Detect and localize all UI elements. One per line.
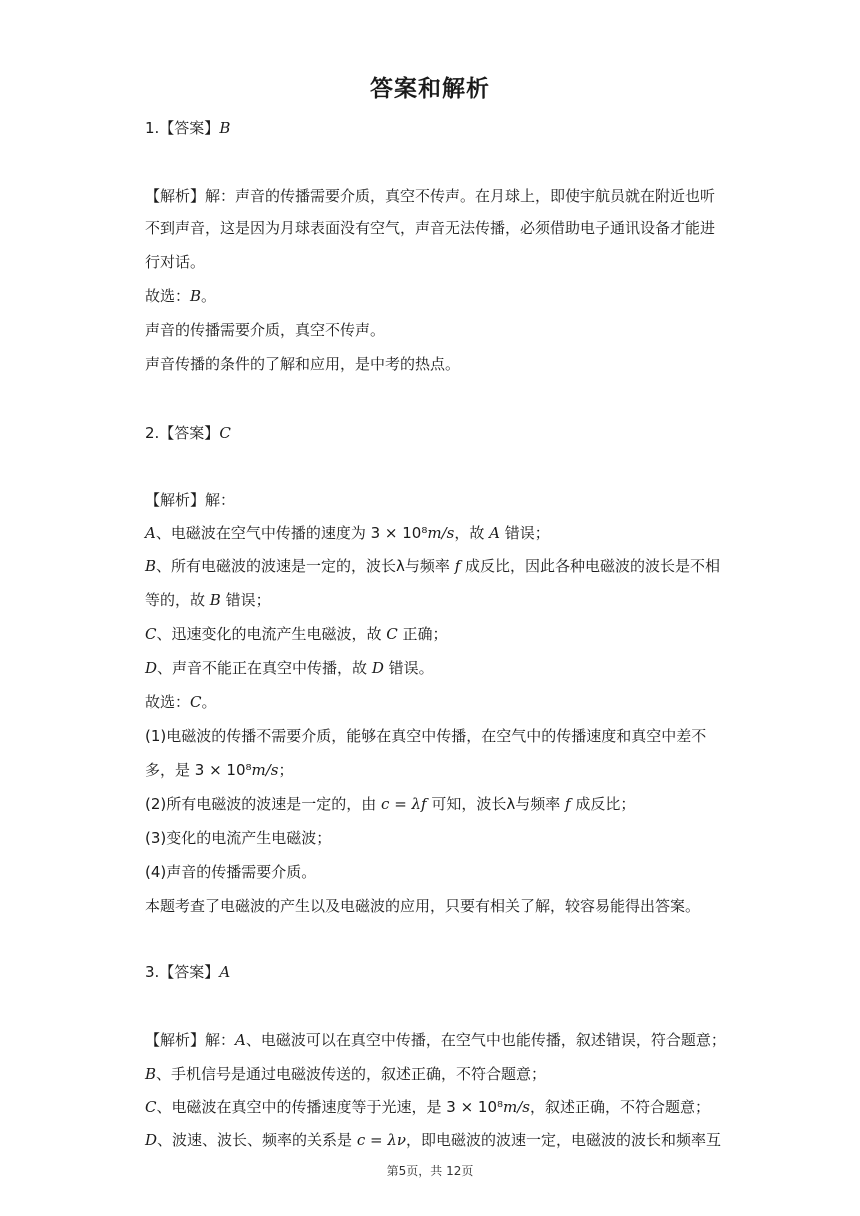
q2-option-d-letter-2: D — [371, 659, 384, 677]
q2-option-a-text-2: ，故 — [454, 524, 490, 542]
q2-option-b-line-1 — [145, 556, 720, 576]
q3-option-c-letter: C — [145, 1098, 157, 1116]
q2-option-c-text: 、迅速变化的电流产生电磁波，故 — [156, 625, 387, 643]
q2-choice-letter: C — [190, 693, 202, 711]
q3-option-d-letter: D — [145, 1131, 158, 1149]
q2-option-d — [145, 658, 720, 678]
q2-point-3: (3)变化的电流产生电磁波； — [145, 829, 332, 847]
q2-option-a-text: 、电磁波在空气中传播的速度为 3 × 10⁸ — [155, 524, 428, 542]
q2-answer-letter: C — [219, 424, 231, 442]
q1-choice-letter: B — [190, 287, 202, 305]
q3-option-a — [145, 1030, 726, 1050]
q2-point-2-text: (2)所有电磁波的波速是一定的，由 — [145, 795, 382, 813]
q2-choice-suffix: 。 — [201, 693, 217, 711]
q3-option-a-letter: A — [235, 1031, 246, 1049]
q1-key-point: 声音的传播需要介质，真空不传声。 — [145, 321, 386, 339]
q2-option-d-letter: D — [145, 659, 158, 677]
q1-analysis-line-2: 不到声音，这是因为月球表面没有空气，声音无法传播，必须借助电子通讯设备才能进 — [145, 219, 716, 237]
q2-option-b-text: 、所有电磁波的波速是一定的，波长λ与频率 — [156, 557, 455, 575]
q1-comment: 声音传播的条件的了解和应用，是中考的热点。 — [145, 355, 461, 373]
q2-answer-line — [145, 423, 720, 443]
q1-analysis-line-1: 【解析】解：声音的传播需要介质，真空不传声。在月球上，即使宇航员就在附近也听 — [145, 187, 716, 205]
q2-option-c — [145, 624, 720, 644]
q3-answer-letter: A — [219, 963, 231, 981]
q2-point-2-formula: c = λf — [381, 795, 427, 813]
q2-point-1-unit: m/s — [251, 761, 279, 779]
q2-option-b-text-2: 成反比，因此各种电磁波的波长是不相 — [460, 557, 721, 575]
q2-option-c-letter-2: C — [386, 625, 398, 643]
q3-option-c-unit: m/s — [503, 1098, 530, 1116]
q2-answer-prefix: 2.【答案】 — [145, 424, 220, 442]
q1-answer-line — [145, 118, 720, 138]
q2-option-a-unit: m/s — [427, 524, 455, 542]
q2-option-a-text-3: 错误； — [499, 524, 550, 542]
q1-choice-line — [145, 286, 720, 306]
q2-choice-prefix: 故选： — [145, 693, 191, 711]
q2-analysis-head: 【解析】解： — [145, 491, 236, 509]
q2-choice-line — [145, 692, 720, 712]
q2-point-2 — [145, 794, 720, 814]
q2-point-1-end: ； — [278, 761, 294, 779]
q3-option-b-letter: B — [145, 1065, 157, 1083]
q3-option-d-text-2: ，即电磁波的波速一定，电磁波的波长和频率互 — [405, 1131, 721, 1149]
q3-option-d-text: 、波速、波长、频率的关系是 — [157, 1131, 357, 1149]
q1-choice-prefix: 故选： — [145, 287, 191, 305]
q2-comment: 本题考查了电磁波的产生以及电磁波的应用，只要有相关了解，较容易能得出答案。 — [145, 897, 701, 915]
q3-option-c-text-2: ，叙述正确，不符合题意； — [530, 1098, 711, 1116]
q1-choice-suffix: 。 — [201, 287, 217, 305]
q2-option-a-letter-2: A — [489, 524, 500, 542]
q3-option-d — [145, 1130, 720, 1150]
q2-option-b-letter-2: B — [209, 591, 221, 609]
q3-option-b — [145, 1064, 720, 1084]
q1-analysis-line-3: 行对话。 — [145, 253, 206, 271]
q2-point-2-text-2: 可知，波长λ与频率 — [426, 795, 566, 813]
q2-option-a-letter: A — [145, 524, 156, 542]
q1-answer-prefix: 1.【答案】 — [145, 119, 220, 137]
q3-answer-line — [145, 962, 720, 982]
q3-option-c — [145, 1097, 720, 1117]
q2-option-b-f: f — [454, 557, 461, 575]
q2-point-2-f: f — [565, 795, 571, 813]
page-title: 答案和解析 — [370, 76, 490, 102]
q2-point-1-line-2 — [145, 760, 720, 780]
q2-point-1-line-1: (1)电磁波的传播不需要介质，能够在真空中传播，在空气中的传播速度和真空中差不 — [145, 727, 707, 745]
q2-option-a — [145, 523, 720, 543]
q2-option-d-text-2: 错误。 — [383, 659, 434, 677]
q2-option-d-text: 、声音不能正在真空中传播，故 — [157, 659, 372, 677]
q2-option-c-letter: C — [145, 625, 157, 643]
q3-option-a-text: 、电磁波可以在真空中传播，在空气中也能传播，叙述错误，符合题意； — [245, 1031, 726, 1049]
q3-option-d-formula: c = λν — [356, 1131, 406, 1149]
q2-option-b-letter: B — [145, 557, 157, 575]
q2-option-c-text-2: 正确； — [397, 625, 448, 643]
q2-option-b-text-3: 等的，故 — [145, 591, 210, 609]
q3-option-c-text: 、电磁波在真空中的传播速度等于光速，是 3 × 10⁸ — [156, 1098, 504, 1116]
q3-option-b-text: 、手机信号是通过电磁波传送的，叙述正确，不符合题意； — [156, 1065, 547, 1083]
q2-option-b-line-2 — [145, 590, 720, 610]
q2-point-1-text: 多，是 3 × 10⁸ — [145, 761, 252, 779]
page-footer: 第5页，共 12页 — [386, 1164, 474, 1178]
q3-analysis-head: 【解析】解： — [145, 1031, 236, 1049]
q2-point-4: (4)声音的传播需要介质。 — [145, 863, 317, 881]
q2-option-b-text-4: 错误； — [220, 591, 271, 609]
q3-answer-prefix: 3.【答案】 — [145, 963, 220, 981]
q1-answer-letter: B — [219, 119, 231, 137]
q2-point-2-text-3: 成反比； — [570, 795, 636, 813]
